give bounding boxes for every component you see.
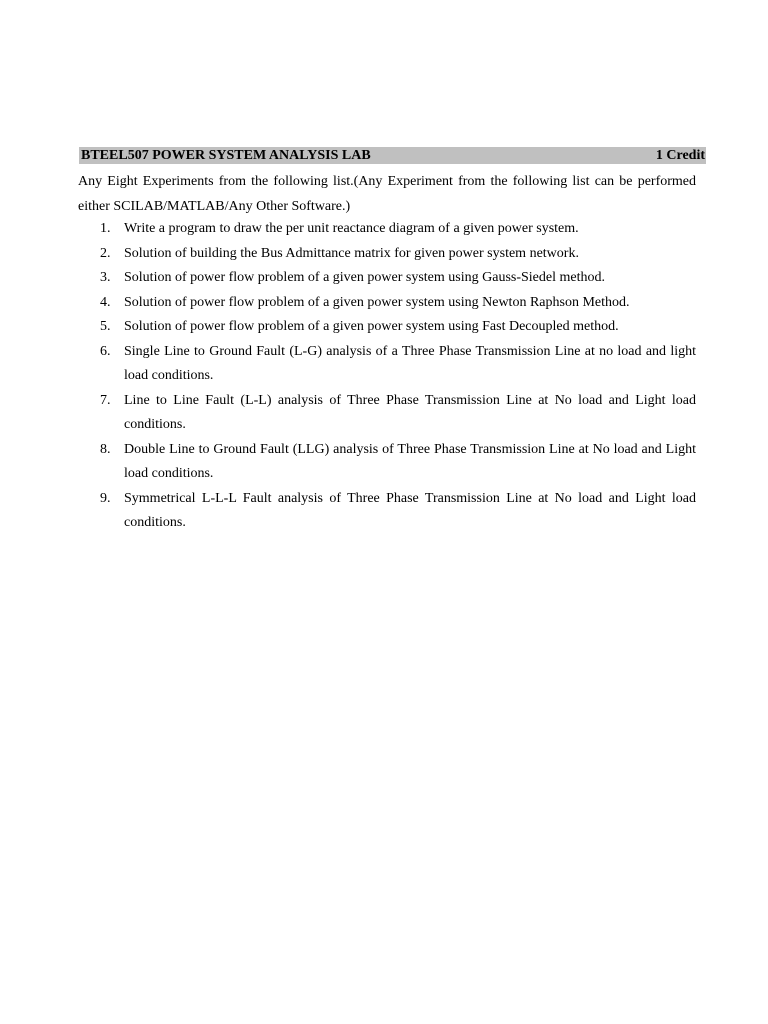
intro-paragraph: Any Eight Experiments from the following list.(Any Experiment from the following list can be performed either SCILAB/MATLAB/Any Other Software.) [78,174,696,214]
experiment-item-8 [78,438,696,487]
experiment-item-1 [78,217,696,242]
experiment-number: 6. [100,343,111,359]
experiment-list [78,217,696,536]
experiment-text: Solution of power flow problem of a given power system using Newton Raphson Method. [124,294,630,310]
experiment-item-6 [78,340,696,389]
experiment-text: Single Line to Ground Fault (L-G) analysis of a Three Phase Transmission Line at no load and light load conditions. [124,343,696,383]
experiment-number: 8. [100,441,111,457]
experiment-item-3 [78,266,696,291]
experiment-item-5 [78,315,696,340]
course-credit: 1 Credit [655,148,705,163]
experiment-number: 4. [100,294,111,310]
experiment-item-9 [78,487,696,536]
experiment-text: Solution of building the Bus Admittance matrix for given power system network. [124,245,579,261]
experiment-item-7 [78,389,696,438]
experiment-number: 5. [100,319,111,334]
experiment-item-4 [78,291,696,316]
experiment-text: Write a program to draw the per unit reactance diagram of a given power system. [124,221,579,236]
experiment-number: 3. [100,270,111,285]
experiment-number: 2. [100,245,111,261]
course-title: BTEEL507 POWER SYSTEM ANALYSIS LAB [81,148,371,163]
experiment-item-2 [78,242,696,267]
experiment-text: Line to Line Fault (L-L) analysis of Three Phase Transmission Line at No load and Light load conditions. [124,392,696,432]
experiment-number: 1. [100,221,111,236]
course-heading-bar [79,147,706,164]
experiment-text: Double Line to Ground Fault (LLG) analysis of Three Phase Transmission Line at No load and Light load conditions. [124,441,696,481]
experiment-text: Solution of power flow problem of a given power system using Gauss-Siedel method. [124,270,605,285]
experiment-text: Solution of power flow problem of a given power system using Fast Decoupled method. [124,319,619,334]
experiment-number: 7. [100,392,111,408]
experiment-text: Symmetrical L-L-L Fault analysis of Three Phase Transmission Line at No load and Light load conditions. [124,490,696,530]
experiment-number: 9. [100,490,111,506]
